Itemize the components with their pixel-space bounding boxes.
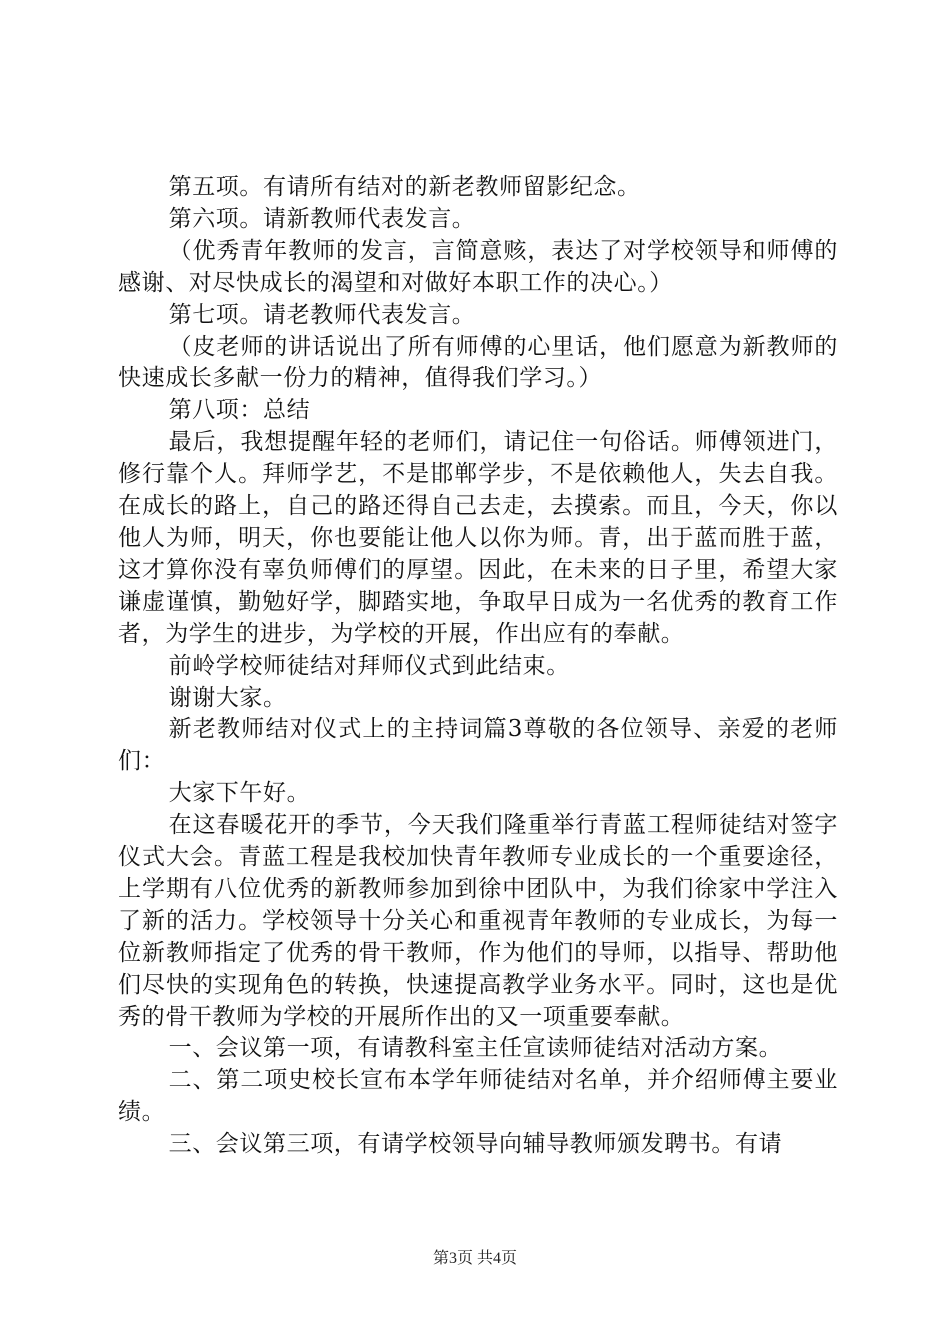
paragraph-speech-note-2: （皮老师的讲话说出了所有师傅的心里话，他们愿意为新教师的快速成长多献一份力的精神，值得我们学习。） (118, 333, 838, 392)
paragraph-item-8: 第八项：总结 (168, 397, 311, 424)
paragraph-agenda-3: 三、会议第三项，有请学校领导向辅导教师颁发聘书。有请 (168, 1131, 783, 1158)
paragraph-item-5: 第五项。有请所有结对的新老教师留影纪念。 (168, 174, 641, 200)
document-body (118, 172, 838, 1161)
paragraph-item-6: 第六项。请新教师代表发言。 (168, 205, 476, 232)
paragraph-ceremony-end: 前岭学校师徒结对拜师仪式到此结束。 (168, 652, 570, 679)
paragraph-thanks: 谢谢大家。 (168, 684, 287, 711)
paragraph-introduction: 在这春暖花开的季节，今天我们隆重举行青蓝工程师徒结对签字仪式大会。青蓝工程是我校加快青年教师专业成长的一个重要途径，上学期有八位优秀的新教师参加到徐中团队中，为我们徐家中学注入了新的活力。学校领导十分关心和重视青年教师的专业成长，为每一位新教师指定了优秀的骨干教师，作为他们的导师，以指导、帮助他们尽快的实现角色的转换，快速提高教学业务水平。同时，这也是优秀的骨干教师为学校的开展所作出的又一项重要奉献。 (118, 812, 838, 1030)
paragraph-speech-note-1: （优秀青年教师的发言，言简意赅，表达了对学校领导和师傅的感谢、对尽快成长的渴望和对做好本职工作的决心。） (118, 237, 838, 296)
paragraph-agenda-2: 二、第二项史校长宣布本学年师徒结对名单，并介绍师傅主要业绩。 (118, 1067, 838, 1126)
paragraph-agenda-1: 一、会议第一项，有请教科室主任宣读师徒结对活动方案。 (168, 1035, 783, 1062)
paragraph-greeting: 大家下午好。 (168, 780, 311, 807)
paragraph-item-7: 第七项。请老教师代表发言。 (168, 301, 476, 328)
paragraph-section-3-heading: 新老教师结对仪式上的主持词篇3尊敬的各位领导、亲爱的老师们： (118, 716, 838, 775)
paragraph-closing-remarks: 最后，我想提醒年轻的老师们，请记住一句俗话。师傅领进门，修行靠个人。拜师学艺，不是邯郸学步，不是依赖他人，失去自我。在成长的路上，自己的路还得自己去走，去摸索。而且，今天，你以他人为师，明天，你也要能让他人以你为师。青，出于蓝而胜于蓝，这才算你没有辜负师傅们的厚望。因此，在未来的日子里，希望大家谦虚谨慎，勤勉好学，脚踏实地，争取早日成为一名优秀的教育工作者，为学生的进步，为学校的开展，作出应有的奉献。 (118, 429, 838, 647)
page-footer (0, 1245, 950, 1268)
page-number-label: 第3页 共4页 (432, 1250, 517, 1267)
